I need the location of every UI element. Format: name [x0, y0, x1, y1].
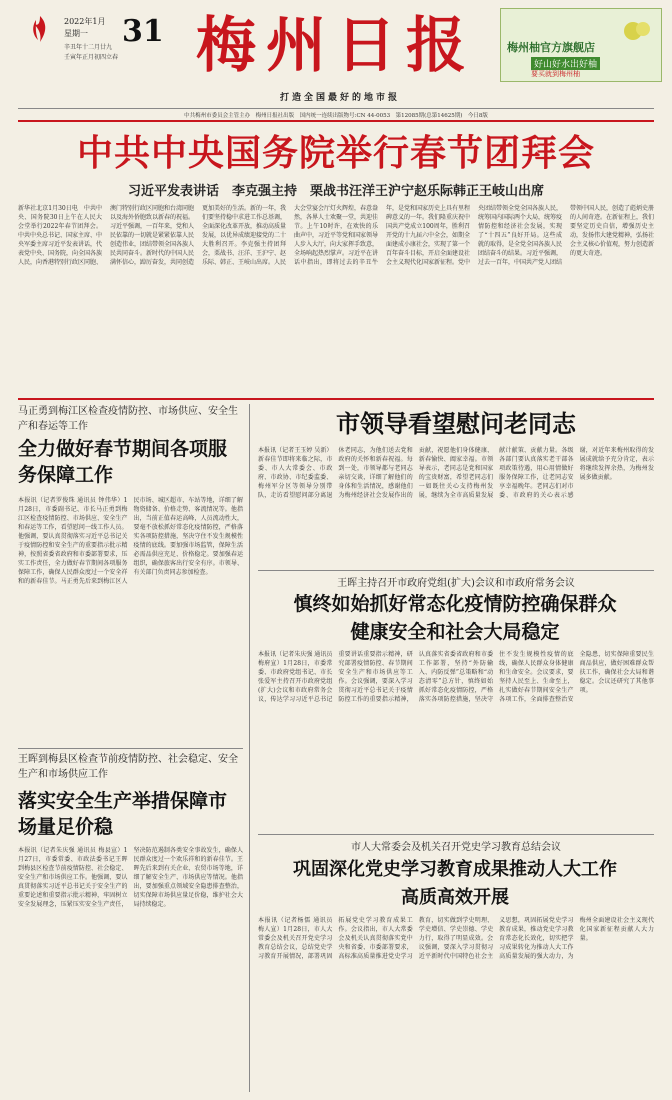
right-story-2-kicker: 王晖主持召开市政府党组(扩大)会议和市政府常务会议 [337, 578, 575, 589]
lead-subheadline: 习近平发表讲话 李克强主持 栗战书汪洋王沪宁赵乐际韩正王岐山出席 [127, 184, 544, 199]
ad-sub: 好山好水出好柚 [531, 57, 600, 70]
left-story-2-body: 本报讯（记者朱庆强 通讯员 梅县宣）1月27日，市委常委、市政法委书记王晖到梅县区检查节前疫情防控、社会稳定、安全生产和市场供应工作。他强调，要认真贯彻落实习近平总书记关于安全生产的重要论述和重要指示批示精神，牢固树立安全发展理念，压紧压实安全生产责任，坚决防范遏制各类安全事故发生，确保人民群众度过一个欢乐祥和的新春佳节。王晖先后来到有关企业、农贸市场等地，详细了解安全生产、市场供应等情况。他指出，要加强重点领域安全隐患排查整治，切实保障市场供应量足价稳，维护社会大局持续稳定。 [18, 847, 243, 908]
left-story-1-kicker: 马正勇到梅江区检查疫情防控、市场供应、安全生产和春运等工作 [18, 406, 238, 432]
ad-box [500, 8, 662, 82]
imprint-line: 中共梅州市委员会主管主办 梅州日报社出版 国内统一连续出版物号:CN 44-0053 第12085期(总第14625期) 今日8版 [184, 113, 488, 119]
left-story-1-headline: 全力做好春节期间各项服务保障工作 [18, 438, 228, 486]
right-story-2-body: 本报讯（记者朱庆强 通讯员 梅府宣）1月28日，市委常委、市政府党组书记、市长张爱军主持召开市政府党组(扩大)会议和市政府常务会议，传达学习习近平总书记重要讲话重要指示精神，研究部署疫情防控、春节期间安全生产和市场供应等工作。会议强调，要深入学习贯彻习近平总书记关于疫情防控工作的重要指示精神，认真落实省委省政府和市委工作部署，坚持“外防输入、内防反弹”总策略和“动态清零”总方针，慎终如始抓好常态化疫情防控，严格落实各项防控措施，坚决守住不发生规模性疫情的底线，确保人民群众身体健康和生命安全。会议要求，要坚持人民至上、生命至上，扎实做好春节期间安全生产各项工作，全面排查整治安全隐患，切实保障重要民生商品供应，做好困难群众帮扶工作，确保社会大局和谐稳定。会议还研究了其他事项。 [258, 651, 654, 703]
party-emblem-icon [30, 14, 50, 44]
lead-headline: 中共中央国务院举行春节团拜会 [76, 132, 595, 174]
slogan: 打造全国最好的地市报 [279, 93, 400, 103]
left-story-1-body: 本报讯（记者罗俊珠 通讯员 钟伟华）1月28日，市委副书记、市长马正勇到梅江区检查疫情防控、市场供应、安全生产和春运等工作，看望慰问一线工作人员。他强调，要认真贯彻落实习近平总书记关于疫情防控和安全生产的重要指示批示精神，按照省委省政府和市委部署要求，压实工作责任，全力做好春节期间各项服务保障工作，确保人民群众度过一个安全祥和的新春佳节。马正勇先后来到梅江区人民市场、城区超市、车站等地，详细了解物资储备、价格走势、客流情况等。他指出，当前正值春运高峰，人员流动性大，要毫不放松抓好常态化疫情防控，严格落实各项防控措施，坚决守住不发生规模性疫情的底线。要加强市场监管，保障生活必需品供应充足、价格稳定。要加强春运组织，确保旅客出行安全有序。市领导、有关部门负责同志参加检查。 [18, 497, 243, 585]
right-story-1-body: 本报讯（记者王玉婷 吴新）新春佳节即将来临之际，市委、市人大常委会、市政府、市政协、市纪委监委、梅州军分区等领导分别带队，走访看望慰问部分离退休老同志，为他们送去党和政府的关怀和新春祝福。每到一处，市领导都与老同志亲切交谈，详细了解他们的身体和生活情况，感谢他们为梅州经济社会发展作出的贡献，祝愿他们身体健康、新春愉快、阖家幸福。市领导表示，老同志是党和国家的宝贵财富，希望老同志们一如既往关心支持梅州发展，继续为全市高质量发展献计献策、贡献力量。各级各部门要认真落实老干部各项政策待遇，用心用情做好服务保障工作，让老同志安享幸福晚年。老同志们对市委、市政府的关心表示感谢，对近年来梅州取得的发展成就给予充分肯定，表示将继续发挥余热，为梅州发展多做贡献。 [258, 447, 654, 499]
pomelo-icon [621, 17, 651, 41]
lunar-line-1: 辛丑年十二月廿九 [64, 44, 113, 51]
left-story-2-headline: 落实安全生产举措保障市场量足价稳 [18, 790, 228, 838]
weekday: 星期一 [64, 29, 88, 38]
date-line: 2022年1月 [64, 17, 106, 26]
date-box [30, 10, 164, 74]
left-story-2-kicker: 王晖到梅县区检查节前疫情防控、社会稳定、安全生产和市场供应工作 [18, 754, 238, 780]
ad-title: 梅州柚官方旗舰店 [507, 41, 595, 54]
right-story-3-kicker: 市人大常委会及机关召开党史学习教育总结会议 [351, 842, 561, 853]
right-story-3-body: 本报讯（记者杨儒 通讯员 梅人宣）1月28日，市人大常委会及机关召开党史学习教育总结会议，总结党史学习教育开展情况，部署巩固拓展党史学习教育成果工作。会议指出，市人大常委会及机关认真贯彻落实党中央和省委、市委部署要求，高标准高质量推进党史学习教育，切实做到学史明理、学史增信、学史崇德、学史力行，取得了明显成效。会议强调，要深入学习贯彻习近平新时代中国特色社会主义思想，巩固拓展党史学习教育成果，推动党史学习教育常态化长效化，切实把学习成果转化为推动人大工作高质量发展的强大动力，为梅州全面建设社会主义现代化国家新征程贡献人大力量。 [258, 917, 654, 960]
newspaper-title: 梅州日报 [196, 11, 476, 81]
lunar-line-2: 壬寅年正月初四立春 [64, 54, 119, 61]
ad-sub2: 要买就到梅州柚 [531, 70, 580, 78]
right-story-1-headline: 市领导看望慰问老同志 [336, 409, 576, 438]
lead-body: 新华社北京1月30日电 中共中央、国务院30日上午在人民大会堂举行2022年春节团拜会。中共中央总书记、国家主席、中央军委主席习近平发表讲话，代表党中央、国务院，向全国各族人民，向香港特别行政区同胞、澳门特别行政区同胞和台湾同胞以及海外侨胞致以新春的祝福。习近平强调，一百年来，党和人民依靠的一切就是紧紧依靠人民创造伟业，团结带领全国各族人民共同奋斗。新时代的中国人民满怀信心，踔厉奋发，共同创造更加美好的生活。新的一年，我们要坚持稳中求进工作总基调，全面深化改革开放，推动高质量发展，以优异成绩迎接党的二十大胜利召开。李克强主持团拜会，栗战书、汪洋、王沪宁、赵乐际、韩正、王岐山出席。人民大会堂宴会厅灯火辉煌，春意盎然，各界人士欢聚一堂，共迎佳节。上午10时许，在欢快的乐曲声中，习近平等党和国家领导人步入大厅，向大家挥手致意，全场响起热烈掌声。习近平在讲话中指出，即将过去的辛丑牛年，是党和国家历史上具有里程碑意义的一年。我们隆重庆祝中国共产党成立100周年，胜利召开党的十九届六中全会，如期全面建成小康社会，实现了第一个百年奋斗目标，开启全面建设社会主义现代化国家新征程。党中央团结带领全党全国各族人民，统筹国内国际两个大局，统筹疫情防控和经济社会发展，实现了“十四五”良好开局。这些成就的取得，是全党全国各族人民团结奋斗的结果。习近平强调，过去一百年，中国共产党人团结带领中国人民，创造了彪炳史册的人间奇迹。在新征程上，我们要坚定历史自信，增强历史主动，发扬伟大建党精神，弘扬社会主义核心价值观，努力创造新的更大奇迹。 [18, 205, 654, 266]
day-number: 31 [122, 14, 164, 49]
right-story-2-headline: 慎终如始抓好常态化疫情防控确保群众健康安全和社会大局稳定 [293, 593, 617, 643]
right-story-3-headline: 巩固深化党史学习教育成果推动人大工作高质高效开展 [293, 859, 617, 908]
masthead [0, 0, 672, 124]
